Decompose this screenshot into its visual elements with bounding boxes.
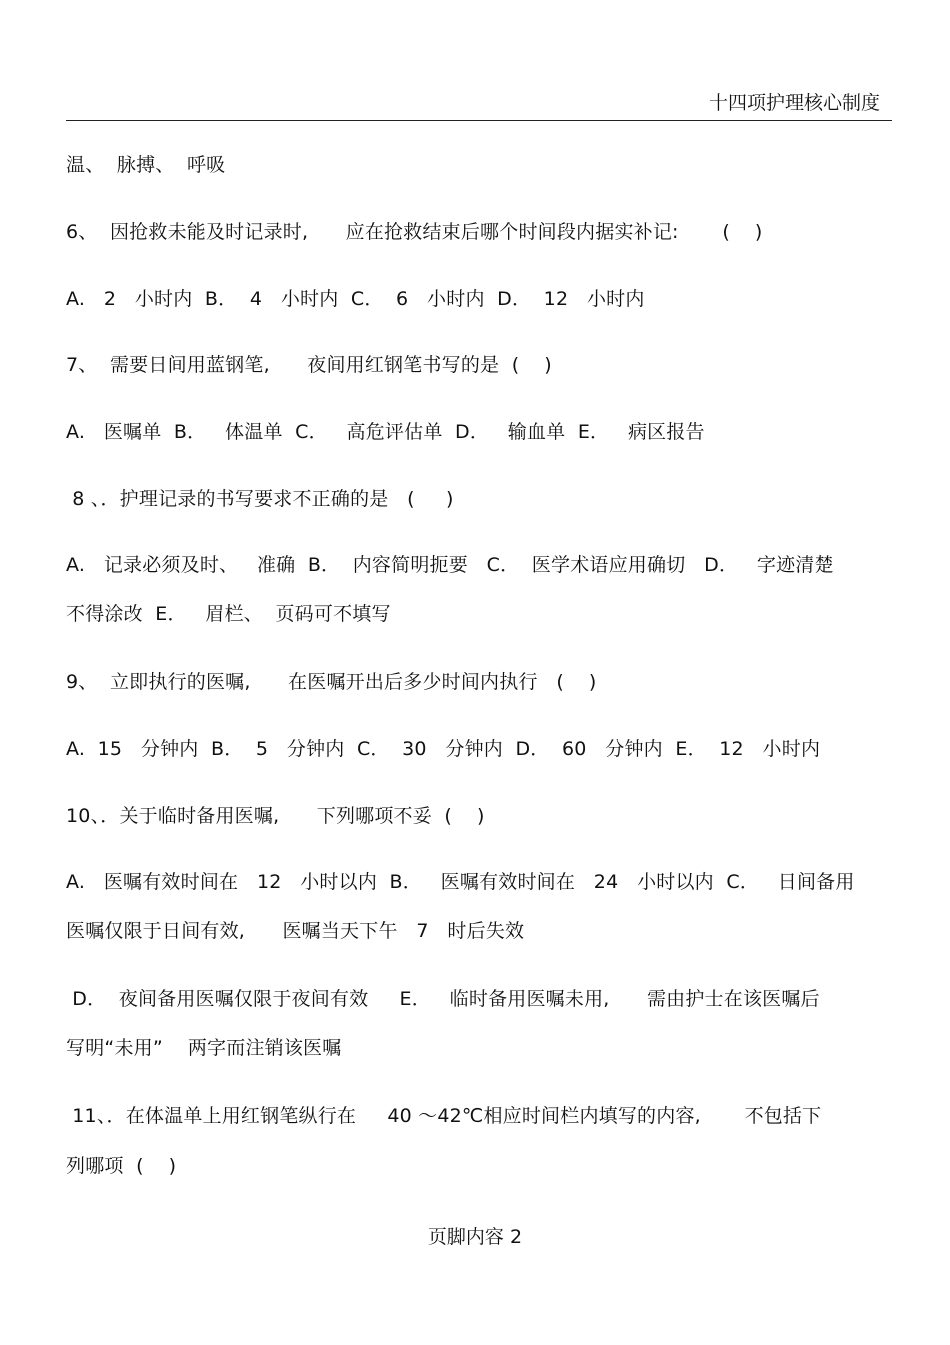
question-10-options-4: 写明“未用” 两字而注销该医嘱	[66, 1037, 342, 1059]
question-10-options-1: A. 医嘱有效时间在 12 小时以内 B． 医嘱有效时间在 24 小时以内 C． 日间备用	[66, 871, 855, 893]
question-9: 9、 立即执行的医嘱, 在医嘱开出后多少时间内执行 ( )	[66, 671, 597, 693]
question-11-cont: 列哪项 ( )	[66, 1155, 177, 1177]
question-10-options-3: D． 夜间备用医嘱仅限于夜间有效 E． 临时备用医嘱未用, 需由护士在该医嘱后	[66, 988, 820, 1010]
question-8-options-2: 不得涂改 E． 眉栏、 页码可不填写	[66, 603, 391, 625]
question-7: 7、 需要日间用蓝钢笔, 夜间用红钢笔书写的是 ( )	[66, 354, 552, 376]
question-10: 10、．关于临时备用医嘱, 下列哪项不妥 ( )	[66, 805, 485, 827]
page-footer: 页脚内容 2	[427, 1226, 523, 1248]
question-10-options-2: 医嘱仅限于日间有效, 医嘱当天下午 7 时后失效	[66, 920, 525, 942]
question-8: 8 、．护理记录的书写要求不正确的是 ( )	[66, 488, 454, 510]
question-11: 11、．在体温单上用红钢笔纵行在 40 ～42℃相应时间栏内填写的内容, 不包括下	[66, 1105, 822, 1127]
question-9-options: A. 15 分钟内 B． 5 分钟内 C． 30 分钟内 D． 60 分钟内 E． 12 小时内	[66, 738, 821, 760]
question-6: 6、 因抢救未能及时记录时, 应在抢救结束后哪个时间段内据实补记: ( )	[66, 221, 763, 243]
question-6-options: A. 2 小时内 B． 4 小时内 C． 6 小时内 D． 12 小时内	[66, 288, 645, 310]
page-header-title: 十四项护理核心制度	[708, 92, 880, 114]
header-rule	[66, 120, 892, 121]
question-8-options-1: A. 记录必须及时、 准确 B． 内容简明扼要 C． 医学术语应用确切 D． 字迹清楚	[66, 554, 834, 576]
text-line-cont: 温、 脉搏、 呼吸	[66, 154, 226, 176]
question-7-options: A. 医嘱单 B． 体温单 C． 高危评估单 D． 输血单 E． 病区报告	[66, 421, 705, 443]
